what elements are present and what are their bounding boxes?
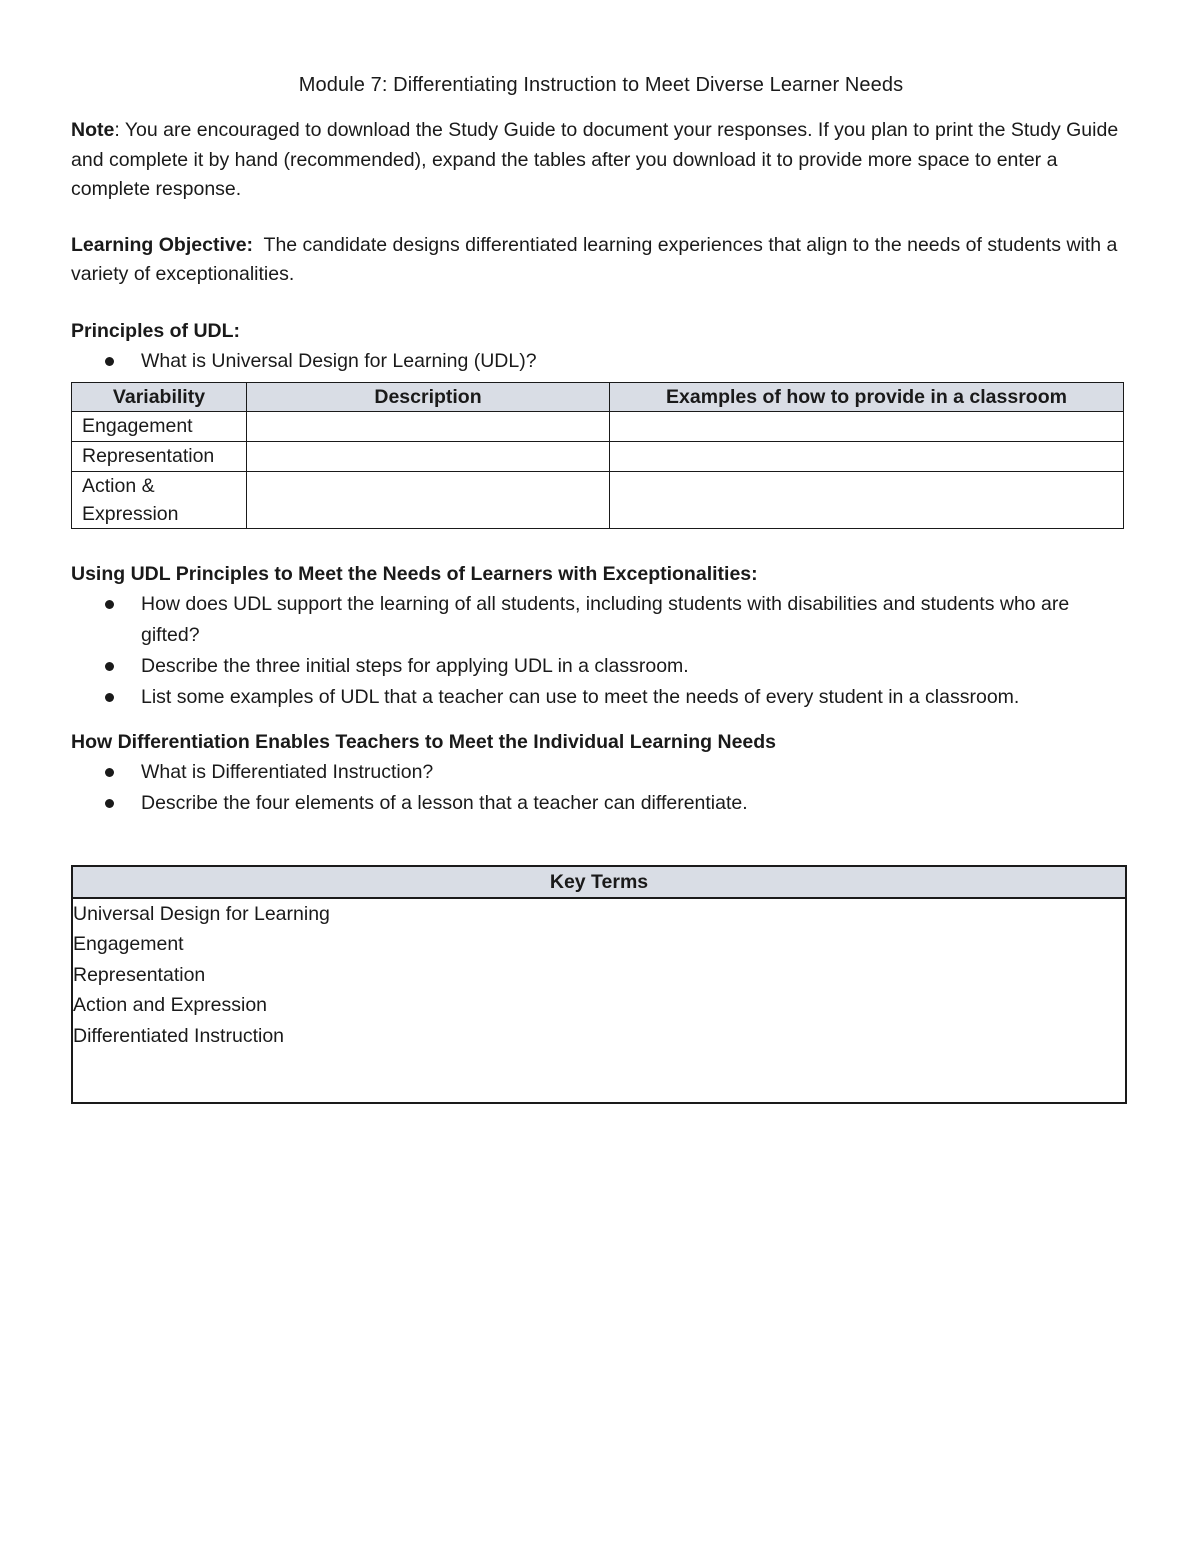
list-item (71, 788, 1131, 819)
principles-heading: Principles of UDL: (71, 319, 241, 342)
bullet-icon (105, 357, 114, 366)
using-udl-heading: Using UDL Principles to Meet the Needs of Learners with Exceptionalities: (71, 562, 758, 585)
principles-bullets (71, 346, 1131, 377)
list-item: Action and Expression (73, 994, 268, 1016)
bullet-icon (105, 600, 114, 609)
column-header-description: Description (247, 382, 610, 411)
learning-objective-label: Learning Objective: (71, 233, 254, 256)
column-header-examples: Examples of how to provide in a classroom (610, 382, 1124, 411)
list-item (71, 651, 1131, 682)
list-item (71, 589, 1131, 651)
variability-cell: Action & Expression (72, 471, 247, 528)
list-item (71, 757, 1131, 788)
bullet-text: Describe the three initial steps for applying UDL in a classroom. (141, 654, 689, 677)
description-cell[interactable] (247, 411, 610, 441)
list-item: Universal Design for Learning (73, 902, 330, 925)
examples-cell[interactable] (610, 441, 1124, 471)
examples-cell[interactable] (610, 411, 1124, 441)
bullet-text: What is Universal Design for Learning (UDL)? (141, 349, 537, 372)
examples-cell[interactable] (610, 471, 1124, 528)
bullet-text: What is Differentiated Instruction? (141, 760, 434, 783)
column-header-variability: Variability (72, 382, 247, 411)
list-item (71, 346, 1131, 377)
using-udl-bullets (71, 589, 1131, 713)
variability-cell: Representation (72, 441, 247, 471)
bullet-icon (105, 799, 114, 808)
bullet-text: How does UDL support the learning of all students, including students with disabilities and students who are gifted? (141, 592, 1070, 646)
bullet-icon (105, 768, 114, 777)
differentiation-heading: How Differentiation Enables Teachers to Meet the Individual Learning Needs (71, 730, 777, 753)
differentiation-bullets (71, 757, 1131, 819)
note-paragraph (71, 116, 1131, 205)
table-row (72, 471, 1124, 528)
page-title: Module 7: Differentiating Instruction to Meet Diverse Learner Needs (298, 74, 904, 96)
variability-cell: Engagement (72, 411, 247, 441)
table-row (72, 411, 1124, 441)
table-header-row (72, 382, 1124, 411)
description-cell[interactable] (247, 471, 610, 528)
udl-variability-table (71, 382, 1124, 529)
bullet-text: List some examples of UDL that a teacher can use to meet the needs of every student in a classroom. (141, 685, 1020, 708)
spacer (71, 713, 1131, 727)
learning-objective-text: The candidate designs differentiated learning experiences that align to the needs of students with a variety of exceptionalities. (71, 233, 1123, 285)
list-item: Representation (73, 963, 206, 986)
description-cell[interactable] (247, 441, 610, 471)
table-row (72, 441, 1124, 471)
note-text: : You are encouraged to download the Study Guide to document your responses. If you plan to print the Study Guide and complete it by hand (recommended), expand the tables after you download it to provide more space to enter a complete response. (71, 119, 1119, 200)
key-terms-heading: Key Terms (73, 867, 1125, 899)
list-item (71, 682, 1131, 713)
bullet-icon (105, 662, 114, 671)
list-item: Differentiated Instruction (73, 1024, 285, 1047)
note-label: Note (71, 119, 115, 141)
list-item: Engagement (73, 933, 184, 955)
study-guide-page (71, 70, 1131, 1104)
learning-objective-paragraph (71, 231, 1131, 290)
bullet-icon (105, 693, 114, 702)
key-terms-table (71, 865, 1127, 1104)
key-terms-list (73, 899, 1125, 1052)
bullet-text: Describe the four elements of a lesson that a teacher can differentiate. (141, 791, 748, 814)
